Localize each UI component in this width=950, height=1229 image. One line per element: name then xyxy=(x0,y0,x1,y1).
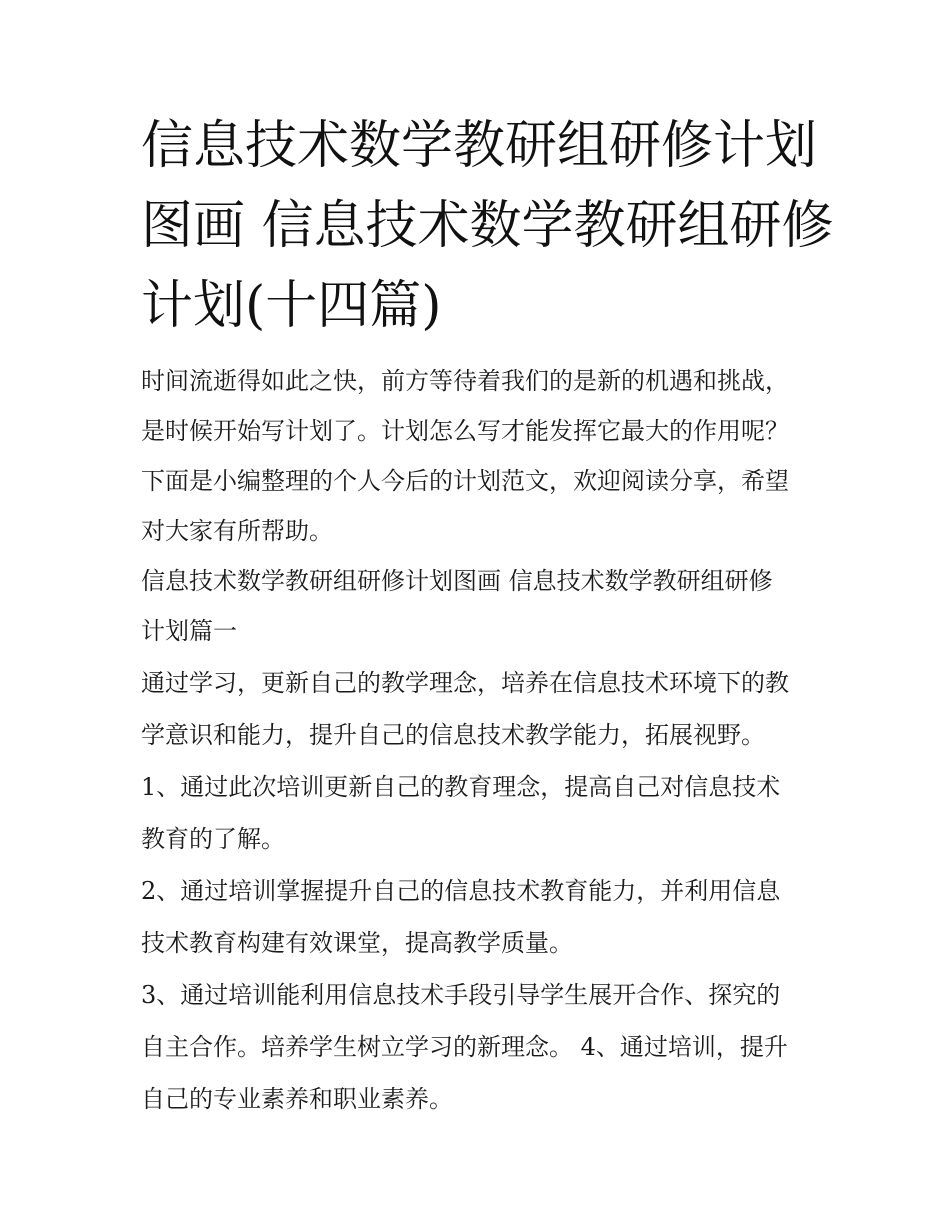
section-heading-line: 计划篇一 xyxy=(141,617,237,645)
list-item-line: 自己的专业素养和职业素养。 xyxy=(141,1085,453,1113)
list-item-line: 教育的了解。 xyxy=(141,825,285,853)
body-line: 通过学习，更新自己的教学理念，培养在信息技术环境下的教 xyxy=(141,669,789,697)
body-line: 对大家有所帮助。 xyxy=(141,517,333,545)
body-line: 是时候开始写计划了。计划怎么写才能发挥它最大的作用呢？ xyxy=(141,417,789,445)
document-title-line-1: 信息技术数学教研组研修计划 xyxy=(141,116,818,176)
body-line: 时间流逝得如此之快，前方等待着我们的是新的机遇和挑战， xyxy=(141,367,789,395)
document-title-line-2: 图画 信息技术数学教研组研修 xyxy=(141,196,834,256)
document-title-line-3: 计划(十四篇) xyxy=(141,276,442,336)
list-item-line: 技术教育构建有效课堂，提高教学质量。 xyxy=(141,929,573,957)
list-item-line: 2、通过培训掌握提升自己的信息技术教育能力，并利用信息 xyxy=(141,877,781,905)
section-heading-line: 信息技术数学教研组研修计划图画 信息技术数学教研组研修 xyxy=(141,567,773,595)
list-item-line: 自主合作。培养学生树立学习的新理念。 4、通过培训，提升 xyxy=(141,1033,788,1061)
body-line: 下面是小编整理的个人今后的计划范文，欢迎阅读分享，希望 xyxy=(141,467,789,495)
body-line: 学意识和能力，提升自己的信息技术教学能力，拓展视野。 xyxy=(141,721,765,749)
list-item-line: 3、通过培训能利用信息技术手段引导学生展开合作、探究的 xyxy=(141,981,781,1009)
list-item-line: 1、通过此次培训更新自己的教育理念，提高自己对信息技术 xyxy=(141,773,781,801)
